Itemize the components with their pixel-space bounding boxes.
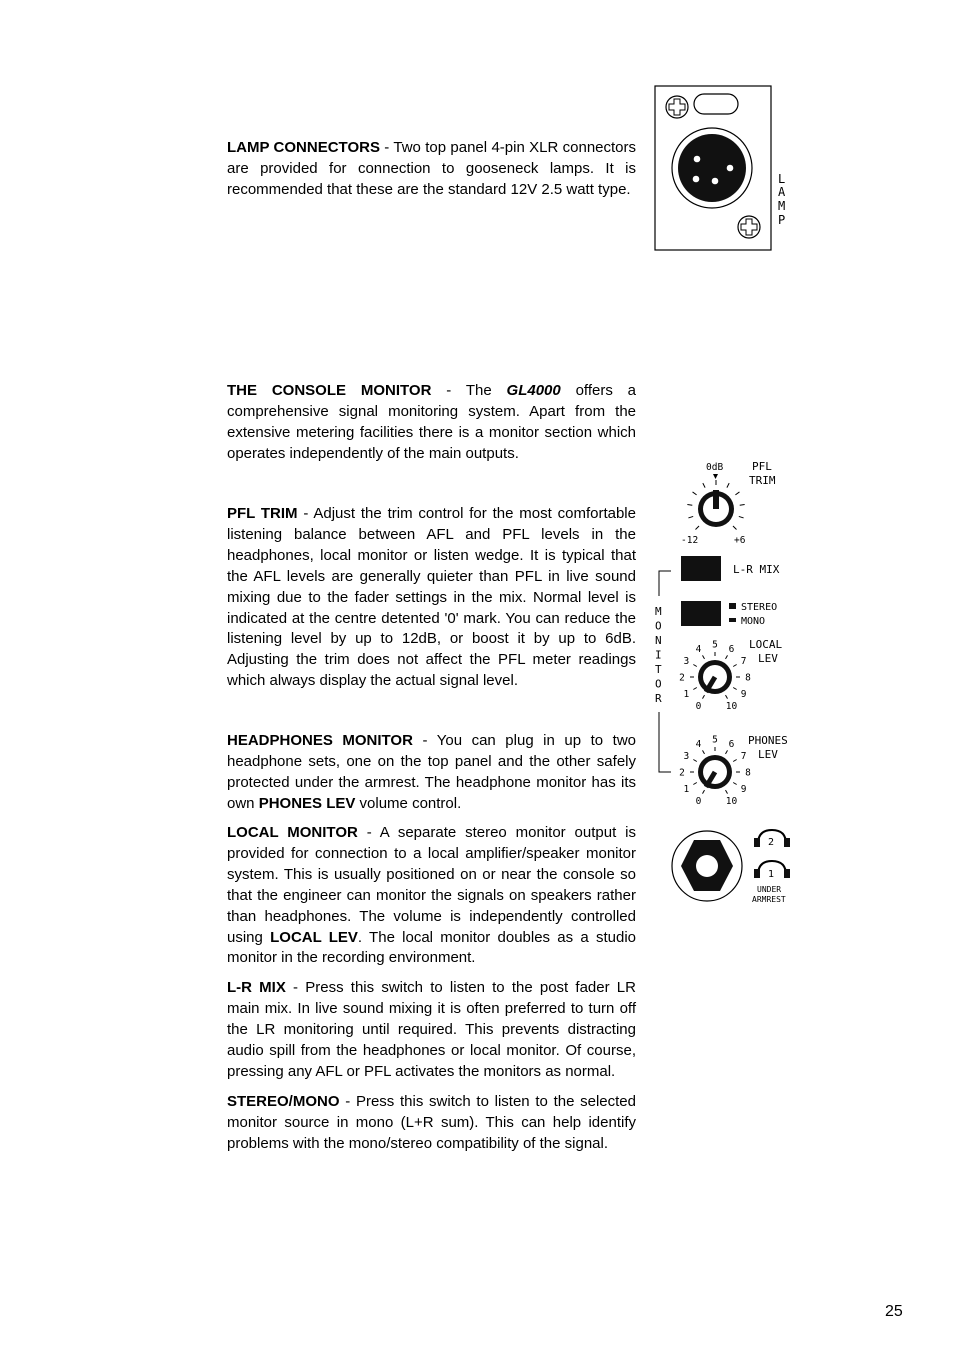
mono-label: MONO — [741, 616, 766, 627]
stereo-mono-body: Press this switch to listen to the selected monitor source in mono (L+R sum). This can help identify problems with the mono/stereo compatibility of the signal. — [227, 1093, 636, 1152]
monitor-letter: T — [655, 663, 662, 676]
screw-icon — [738, 216, 760, 238]
stereo-mono-heading: STEREO/MONO — [227, 1093, 340, 1110]
monitor-letter: M — [655, 605, 662, 618]
lr-mix-switch[interactable] — [681, 556, 721, 581]
scale-label: 5 — [712, 734, 718, 746]
phones-label: PHONES — [748, 734, 788, 747]
scale-tick — [703, 655, 705, 658]
local-label: LOCAL — [749, 638, 783, 651]
scale-tick — [733, 526, 737, 530]
local-lev-label: LEV — [758, 652, 778, 665]
scale-label: 1 — [683, 784, 690, 795]
pfl-label: PFL — [752, 460, 772, 473]
scale-tick — [687, 504, 692, 505]
scale-tick — [733, 760, 736, 762]
console-monitor-heading: THE CONSOLE MONITOR — [227, 382, 432, 399]
scale-label: 7 — [740, 656, 747, 667]
scale-label: 10 — [725, 701, 738, 713]
scale-tick — [693, 688, 696, 690]
pfl-min-label: -12 — [681, 535, 699, 546]
phones-lev-ref: PHONES LEV — [258, 794, 356, 812]
monitor-letter: I — [655, 648, 662, 662]
monitor-letter: O — [655, 677, 662, 691]
headphones-monitor-body: You can plug in up to two headphone sets, one on the top panel and the other safely protected under the armrest. The headphone monitor has its own — [227, 732, 636, 812]
scale-tick — [726, 655, 728, 658]
scale-tick — [693, 783, 696, 785]
pfl-max-label: +6 — [734, 535, 746, 546]
local-monitor-body: A separate stereo monitor output is provided for connection to a local amplifier/speaker monitor system. This is usually positioned on or near the console so that the engineer can monitor the signals on speakers rather than headphones. The volume is independently controlled using — [227, 824, 636, 946]
lr-mix-body: Press this switch to listen to the post fader LR main mix. In live sound mixing it is often preferred to turn off the LR monitoring until required. This prevents distracting audio spill from the headphones or local monitor. Of course, pressing any AFL or PFL activates the monitors as normal. — [227, 979, 636, 1080]
monitor-letter: O — [655, 619, 662, 633]
jack-2-label: 2 — [768, 837, 775, 848]
detent-marker-icon — [713, 474, 718, 479]
stereo-label: STEREO — [741, 602, 778, 613]
pfl-0db-label: 0dB — [706, 462, 724, 473]
headphones-icon — [754, 861, 790, 880]
scale-tick — [735, 492, 739, 495]
scale-label: 6 — [728, 738, 735, 750]
scale-label: 6 — [728, 643, 735, 655]
pfl-trim-heading: PFL TRIM — [227, 505, 298, 522]
scale-label: 7 — [740, 751, 747, 762]
lamp-letter: L — [778, 172, 786, 186]
scale-label: 9 — [740, 689, 747, 700]
scale-label: 3 — [683, 656, 690, 667]
pfl-trim-body: Adjust the trim control for the most comfortable listening balance between AFL and PFL levels in the headphones, local monitor or listen wedge. It is typical that the AFL levels are generally quieter than PFL in live sound mixing due to the fader settings in the mix. Normal level is indicated at the centre detented '0' mark. You can reduce the listening level by up to 12dB, or boost it by up to 6dB. Adjusting the trim does not affect the PFL meter readings which always display the actual signal level. — [227, 505, 636, 690]
scale-label: 9 — [740, 784, 747, 795]
stereo-mono-switch[interactable] — [681, 601, 721, 626]
headphones-monitor-paragraph: HEADPHONES MONITOR - You can plug in up to two headphone sets, one on the top panel and the other safely protected under the armrest. The headphone monitor has its own PHONES LEV volume control. — [227, 732, 636, 812]
scale-label: 2 — [679, 767, 685, 779]
mono-indicator-icon — [729, 618, 736, 622]
lamp-connectors-paragraph: LAMP CONNECTORS - Two top panel 4-pin XLR connectors are provided for connection to gooseneck lamps. It is recommended that these are the standard 12V 2.5 watt type. — [227, 139, 637, 198]
lamp-letter: A — [778, 185, 786, 199]
monitor-letter: N — [655, 634, 662, 647]
lamp-letter: M — [778, 199, 786, 213]
jack-1-label: 1 — [768, 869, 775, 880]
scale-label: 4 — [695, 738, 702, 750]
scale-tick — [733, 688, 736, 690]
scale-tick — [733, 783, 736, 785]
local-monitor-paragraph: LOCAL MONITOR - A separate stereo monitor output is provided for connection to a local amplifier/speaker monitor system. This is usually positioned on or near the console so that the engineer can monitor the signals on speakers rather than headphones. The volume is independently controlled using LOCAL LEV. The local monitor doubles as a studio monitor in the recording environment. — [227, 824, 636, 967]
scale-tick — [703, 750, 705, 753]
scale-tick — [693, 492, 697, 495]
lamp-letter: P — [778, 213, 786, 227]
lamp-xlr-panel — [650, 82, 786, 257]
scale-tick — [693, 760, 696, 762]
stereo-indicator-icon — [729, 603, 736, 609]
scale-tick — [703, 483, 705, 487]
headphones-monitor-heading: HEADPHONES MONITOR — [227, 732, 413, 749]
scale-label: 1 — [683, 689, 690, 700]
scale-tick — [688, 516, 693, 518]
scale-tick — [726, 750, 728, 753]
scale-label: 3 — [683, 751, 690, 762]
latch-slot-icon — [694, 94, 738, 114]
scale-tick — [703, 695, 705, 698]
scale-tick — [703, 790, 705, 793]
headphones-icon — [754, 830, 790, 848]
local-lev-ref: LOCAL LEV — [270, 928, 358, 946]
scale-tick — [740, 504, 745, 505]
scale-label: 10 — [725, 796, 738, 808]
local-monitor-heading: LOCAL MONITOR — [227, 824, 358, 841]
screw-icon — [666, 96, 688, 118]
under-label: UNDER — [757, 885, 782, 894]
armrest-label: ARMREST — [752, 895, 786, 904]
lr-mix-label: L-R MIX — [733, 563, 780, 576]
lamp-connectors-body: Two top panel 4-pin XLR connectors are provided for connection to gooseneck lamps. It is recommended that these are the standard 12V 2.5 watt type. — [227, 139, 637, 198]
xlr-connector-icon — [672, 128, 752, 208]
scale-tick — [693, 665, 696, 667]
page-number: 25 — [885, 1303, 903, 1320]
scale-label: 2 — [679, 672, 685, 684]
scale-tick — [739, 516, 744, 518]
console-monitor-body: offers a comprehensive signal monitoring system. Apart from the extensive metering facilities there is a monitor section which operates independently of the main outputs. — [227, 382, 637, 462]
scale-tick — [695, 526, 699, 530]
scale-label: 8 — [745, 767, 751, 779]
scale-label: 0 — [695, 701, 702, 713]
pfl-trim-paragraph: PFL TRIM - Adjust the trim control for the most comfortable listening balance between AFL and PFL levels in the headphones, local monitor or listen wedge. It is typical that the AFL levels are generally quieter than PFL in live sound mixing due to the fader settings in the mix. Normal level is indicated at the centre detented '0' mark. You can reduce the listening level by up to 12dB, or boost it by up to 6dB. Adjusting the trim does not affect the PFL meter readings which always display the actual signal level. — [227, 505, 636, 690]
scale-label: 4 — [695, 643, 702, 655]
model-name: GL4000 — [506, 382, 561, 399]
scale-tick — [726, 790, 728, 793]
monitor-letter: R — [655, 692, 662, 705]
console-monitor-paragraph: THE CONSOLE MONITOR - The GL4000 offers a comprehensive signal monitoring system. Apart from the extensive metering facilities there is a monitor section which operates independently of the main outputs. — [227, 382, 637, 462]
scale-tick — [727, 483, 729, 487]
phones-lev-label: LEV — [758, 748, 778, 761]
monitor-section-panel — [650, 455, 800, 910]
lr-mix-paragraph: L-R MIX - Press this switch to listen to the post fader LR main mix. In live sound mixing it is often preferred to turn off the LR monitoring until required. This prevents distracting audio spill from the headphones or local monitor. Of course, pressing any AFL or PFL activates the monitors as normal. — [227, 979, 636, 1080]
scale-tick — [733, 665, 736, 667]
scale-tick — [726, 695, 728, 698]
scale-label: 0 — [695, 796, 702, 808]
stereo-mono-paragraph: STEREO/MONO - Press this switch to listen to the selected monitor source in mono (L+R sum). This can help identify problems with the mono/stereo compatibility of the signal. — [227, 1093, 636, 1152]
lamp-connectors-heading: LAMP CONNECTORS — [227, 139, 380, 156]
scale-label: 8 — [745, 672, 751, 684]
trim-label: TRIM — [749, 474, 776, 487]
lr-mix-heading: L-R MIX — [227, 979, 286, 996]
scale-label: 5 — [712, 639, 718, 651]
